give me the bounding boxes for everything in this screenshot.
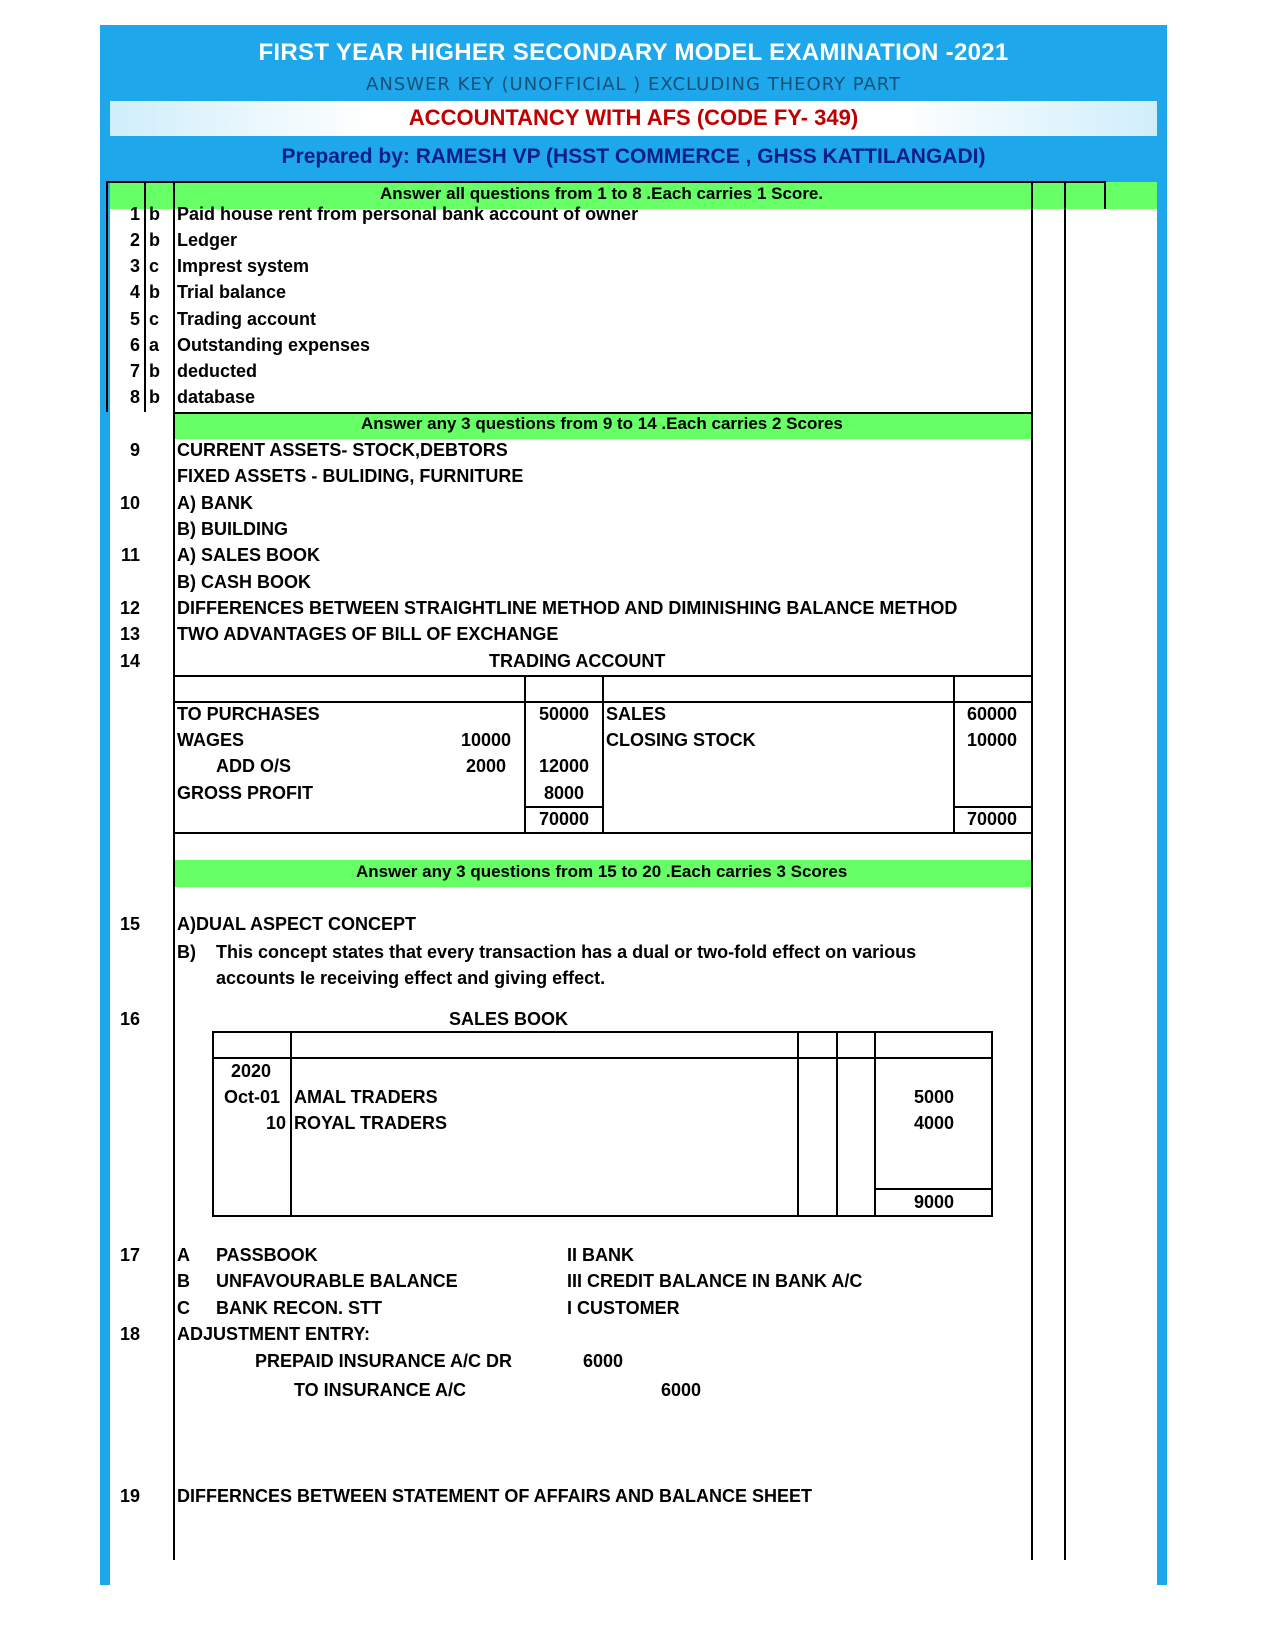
trading-wages-total: 12000	[539, 756, 590, 776]
q15-part-b-line1: This concept states that every transaction has a dual or two-fold effect on various	[216, 942, 917, 962]
grid-right-line-2	[1064, 182, 1066, 1560]
q12-line: DIFFERENCES BETWEEN STRAIGHTLINE METHOD AND DIMINISHING BALANCE METHOD	[177, 598, 958, 618]
trading-cr-total: 70000	[967, 809, 1018, 829]
trading-col-mid	[602, 675, 604, 833]
q9-number: 9	[129, 440, 140, 460]
salesbook-col-left	[212, 1031, 214, 1217]
q6-option: a	[149, 335, 160, 355]
q6-number: 6	[129, 335, 140, 355]
trading-wages-amt: 10000	[461, 730, 512, 750]
q8-option: b	[149, 387, 160, 407]
q18-credit: TO INSURANCE A/C	[294, 1380, 467, 1400]
q17-a-term: PASSBOOK	[216, 1245, 318, 1265]
q19-number: 19	[119, 1486, 140, 1506]
q1-answer: Paid house rent from personal bank account of owner	[177, 204, 639, 224]
q8-number: 8	[129, 387, 140, 407]
q7-option: b	[149, 361, 160, 381]
q3-answer: Imprest system	[177, 256, 310, 276]
q2-number: 2	[129, 230, 140, 250]
q15-part-a: A)DUAL ASPECT CONCEPT	[177, 914, 417, 934]
grid-top-line	[106, 181, 1106, 183]
answer-grid	[110, 182, 1157, 1585]
q7-answer: deducted	[177, 361, 258, 381]
q3-option: c	[149, 256, 160, 276]
q17-c-match: I CUSTOMER	[567, 1298, 680, 1318]
q1-number: 1	[129, 204, 140, 224]
q18-number: 18	[119, 1324, 140, 1344]
grid-right-line	[1031, 182, 1033, 1560]
q10-line2: B) BUILDING	[177, 519, 288, 539]
trading-sales: SALES	[606, 704, 667, 724]
trading-dr-total-line	[524, 806, 602, 808]
salesbook-col-right	[991, 1031, 993, 1217]
trading-add-os: ADD O/S	[216, 756, 292, 776]
q12-number: 12	[119, 598, 140, 618]
q15-number: 15	[119, 914, 140, 934]
trading-purchases-amt: 50000	[539, 704, 590, 724]
exam-title: FIRST YEAR HIGHER SECONDARY MODEL EXAMINATION -2021	[258, 39, 1009, 66]
salesbook-col-inv	[797, 1031, 799, 1217]
q10-line1: A) BANK	[177, 493, 253, 513]
trading-wages: WAGES	[177, 730, 245, 750]
trading-col-dr-amt	[524, 675, 526, 833]
trading-dr-total: 70000	[539, 809, 590, 829]
q3-number: 3	[129, 256, 140, 276]
q17-a-letter: A	[177, 1245, 190, 1265]
salesbook-year: 2020	[231, 1061, 272, 1081]
section2-heading: Answer any 3 questions from 9 to 14 .Each carries 2 Scores	[361, 414, 843, 433]
salesbook-amt2: 4000	[914, 1113, 955, 1133]
trading-cr-total-line	[954, 806, 1031, 808]
q17-c-letter: C	[177, 1298, 190, 1318]
salesbook-total-line	[875, 1188, 993, 1190]
trading-col-cr-amt	[953, 675, 955, 833]
q10-number: 10	[119, 493, 140, 513]
q6-answer: Outstanding expenses	[177, 335, 371, 355]
q2-option: b	[149, 230, 160, 250]
q13-line: TWO ADVANTAGES OF BILL OF EXCHANGE	[177, 624, 559, 644]
q8-answer: database	[177, 387, 256, 407]
q4-option: b	[149, 282, 160, 302]
grid-col-line	[144, 182, 146, 412]
salesbook-date1: Oct-01	[224, 1087, 281, 1107]
q13-number: 13	[119, 624, 140, 644]
q5-answer: Trading account	[177, 309, 317, 329]
q16-number: 16	[119, 1009, 140, 1029]
prepared-by: Prepared by: RAMESH VP (HSST COMMERCE , GHSS KATTILANGADI)	[281, 145, 986, 168]
trading-add-os-amt: 2000	[466, 756, 507, 776]
salesbook-amt1: 5000	[914, 1087, 955, 1107]
q1-option: b	[149, 204, 160, 224]
q11-number: 11	[120, 545, 140, 565]
q18-label: ADJUSTMENT ENTRY:	[177, 1324, 370, 1344]
answer-key-subtitle: ANSWER KEY (UNOFFICIAL ) EXCLUDING THEORY PART	[366, 74, 901, 95]
q9-line1: CURRENT ASSETS- STOCK,DEBTORS	[177, 440, 508, 460]
salesbook-name2: ROYAL TRADERS	[294, 1113, 448, 1133]
trading-closing-stock-amt: 10000	[967, 730, 1018, 750]
trading-closing-stock: CLOSING STOCK	[606, 730, 756, 750]
trading-gross-profit: GROSS PROFIT	[177, 783, 314, 803]
q18-debit: PREPAID INSURANCE A/C DR	[255, 1351, 513, 1371]
trading-sales-amt: 60000	[967, 704, 1018, 724]
q4-number: 4	[129, 282, 140, 302]
salesbook-col-lf	[836, 1031, 838, 1217]
q17-number: 17	[119, 1245, 140, 1265]
grid-answer-line	[173, 182, 175, 1560]
trading-purchases: TO PURCHASES	[177, 704, 320, 724]
subject-title: ACCOUNTANCY WITH AFS (CODE FY- 349)	[408, 105, 859, 130]
q17-a-match: II BANK	[567, 1245, 634, 1265]
q11-line2: B) CASH BOOK	[177, 572, 311, 592]
section3-heading: Answer any 3 questions from 15 to 20 .Each carries 3 Scores	[356, 862, 848, 881]
sales-book-title: SALES BOOK	[449, 1009, 569, 1029]
q4-answer: Trial balance	[177, 282, 287, 302]
q19-line: DIFFERNCES BETWEEN STATEMENT OF AFFAIRS AND BALANCE SHEET	[177, 1486, 813, 1506]
q17-b-letter: B	[177, 1271, 190, 1291]
salesbook-total: 9000	[914, 1192, 955, 1212]
q14-number: 14	[119, 651, 140, 671]
q17-b-match: III CREDIT BALANCE IN BANK A/C	[567, 1271, 863, 1291]
q18-debit-amt: 6000	[583, 1351, 624, 1371]
trading-account-title: TRADING ACCOUNT	[489, 651, 666, 671]
salesbook-date2: 10	[266, 1113, 287, 1133]
q11-line1: A) SALES BOOK	[177, 545, 321, 565]
q9-line2: FIXED ASSETS - BULIDING, FURNITURE	[177, 466, 524, 486]
q2-answer: Ledger	[177, 230, 238, 250]
q5-option: c	[149, 309, 160, 329]
q15-part-b-label: B)	[177, 942, 196, 962]
salesbook-col-date	[290, 1031, 292, 1217]
q5-number: 5	[129, 309, 140, 329]
q18-credit-amt: 6000	[661, 1380, 702, 1400]
salesbook-name1: AMAL TRADERS	[294, 1087, 438, 1107]
grid-edge-line	[1104, 182, 1106, 209]
section1-heading: Answer all questions from 1 to 8 .Each carries 1 Score.	[380, 184, 824, 203]
trading-gross-profit-amt: 8000	[544, 783, 585, 803]
q17-c-term: BANK RECON. STT	[216, 1298, 382, 1318]
q7-number: 7	[129, 361, 140, 381]
salesbook-col-amt	[874, 1031, 876, 1217]
q15-part-b-line2: accounts Ie receiving effect and giving effect.	[216, 968, 606, 988]
q17-b-term: UNFAVOURABLE BALANCE	[216, 1271, 458, 1291]
